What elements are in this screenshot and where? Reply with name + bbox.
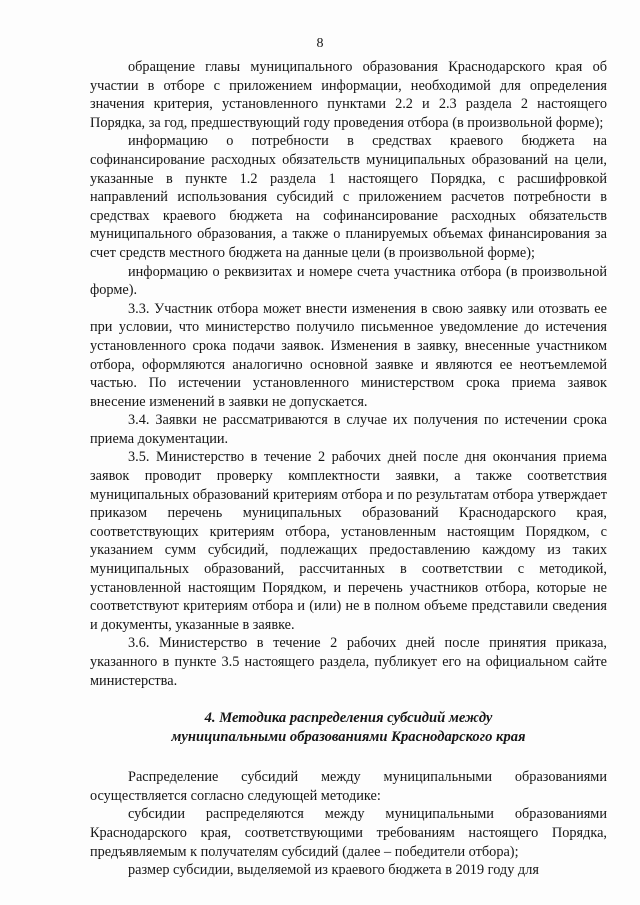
paragraph-distribution: Распределение субсидий между муниципальными образованиями осуществляется согласно следующей методике: xyxy=(90,769,607,804)
section-heading-line-2: муниципальными образованиями Краснодарского края xyxy=(171,729,526,746)
paragraph-bank-details: информацию о реквизитах и номере счета участника отбора (в произвольной форме). xyxy=(90,263,607,299)
section-heading-line-1: 4. Методика распределения субсидий между xyxy=(204,710,493,727)
paragraph-subsidy-size: размер субсидии, выделяемой из краевого бюджета в 2019 году для xyxy=(128,862,539,879)
paragraph-funding-need: информацию о потребности в средствах краевого бюджета на софинансирование расходных обязательств муниципальных образований на цели, указанные в пункте 1.2 раздела 1 настоящего Порядка, с расшифровкой направлений использования субсидий с приложением расчетов потребности в средствах краевого бюджета на софинансирование расходных обязательств муниципального образования, а также о планируемых объемах финансирования за счет средств местного бюджета на данные цели (в произвольной форме); xyxy=(90,133,607,261)
page-number: 8 xyxy=(316,36,324,51)
paragraph-3-5: 3.5. Министерство в течение 2 рабочих дней после дня окончания приема заявок проводит проверку комплектности заявки, а также соответствия муниципальных образований критериям отбора и по результатам отбора утверждает приказом перечень муниципальных образований Краснодарского края, соответствующих критериям отбора, установленным настоящим Порядком, с указанием сумм субсидий, подлежащих предоставлению каждому из таких муниципальных образований, рассчитанных в соответствии с методикой, установленной настоящим Порядком, и перечень участников отбора, которые не соответствуют критериям отбора и (или) не в полном объеме представили сведения и документы, указанные в заявке. xyxy=(90,449,607,633)
section-heading xyxy=(90,709,607,747)
paragraph-appeal: обращение главы муниципального образования Краснодарского края об участии в отборе с приложением информации, необходимой для определения значения критерия, установленного пунктами 2.2 и 2.3 раздела 2 настоящего Порядка, за год, предшествующий году проведения отбора (в произвольной форме); xyxy=(90,59,607,131)
document-body xyxy=(90,58,607,880)
paragraph-3-3: 3.3. Участник отбора может внести изменения в свою заявку или отозвать ее при условии, что министерство получило письменное уведомление до истечения установленного срока подачи заявок. Изменения в заявку, внесенные участником отбора, оформляются аналогично основной заявке и являются ее неотъемлемой частью. По истечении установленного министерством срока приема заявок внесение изменений в заявки не допускается. xyxy=(90,300,607,410)
paragraph-winners: субсидии распределяются между муниципальными образованиями Краснодарского края, соответствующими требованиям настоящего Порядка, предъявляемым к получателям субсидий (далее – победители отбора); xyxy=(90,806,607,860)
paragraph-3-4: 3.4. Заявки не рассматриваются в случае их получения по истечении срока приема документации. xyxy=(90,412,607,447)
paragraph-3-6: 3.6. Министерство в течение 2 рабочих дней после принятия приказа, указанного в пункте 3.5 настоящего раздела, публикует его на официальном сайте министерства. xyxy=(90,635,607,689)
